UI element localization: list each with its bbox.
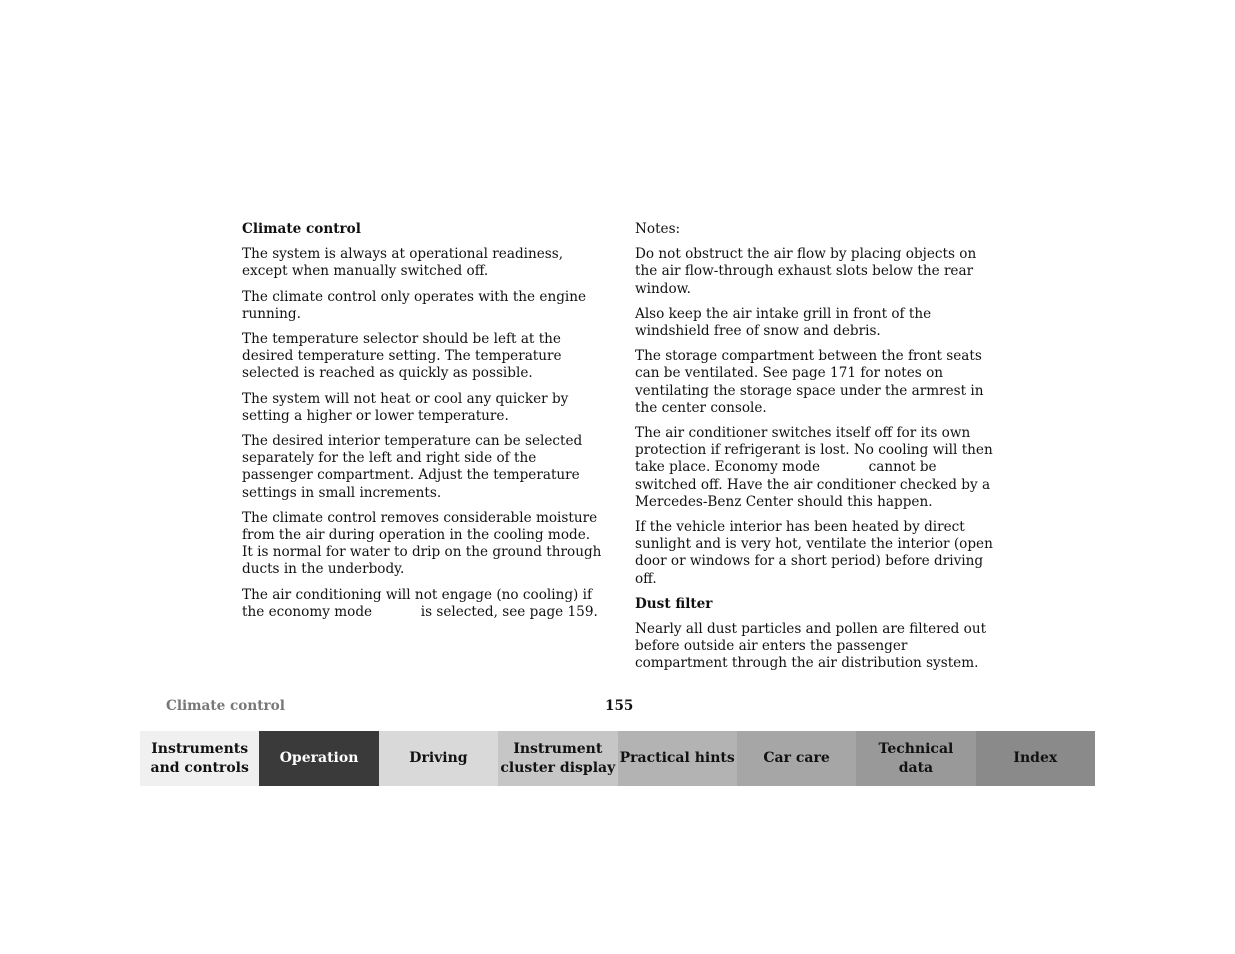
tab-instrument-cluster-display[interactable] bbox=[498, 731, 617, 786]
tab-car-care[interactable] bbox=[737, 731, 856, 786]
tab-label: Practical hints bbox=[619, 750, 735, 766]
paragraph: The system is always at operational readiness, except when manually switched off. bbox=[242, 246, 564, 280]
paragraph-text: The air conditioning will not engage (no cooling) if the economy mode bbox=[242, 586, 593, 620]
paragraph: The climate control only operates with the engine running. bbox=[242, 288, 587, 322]
tab-operation[interactable] bbox=[259, 731, 378, 786]
paragraph: The temperature selector should be left at the desired temperature setting. The temperature selected is reached as quickly as possible. bbox=[242, 331, 562, 382]
paragraph: Do not obstruct the air flow by placing objects on the air flow-through exhaust slots below the rear window. bbox=[635, 246, 977, 297]
paragraph: The climate control removes considerable moisture from the air during operation in the cooling mode. It is normal for water to drip on the ground through ducts in the underbody. bbox=[242, 509, 602, 578]
paragraph: Also keep the air intake grill in front of the windshield free of snow and debris. bbox=[635, 305, 932, 340]
tab-driving[interactable] bbox=[379, 731, 498, 786]
paragraph-text: is selected, see page 159. bbox=[420, 603, 598, 620]
tab-technical-data[interactable] bbox=[856, 731, 975, 786]
tab-label: Car care bbox=[763, 750, 830, 766]
paragraph-ac-protection bbox=[635, 425, 995, 511]
tab-label: Index bbox=[1013, 750, 1058, 766]
tab-practical-hints[interactable] bbox=[618, 731, 737, 786]
chapter-navigation-bar bbox=[140, 731, 1095, 786]
tab-index[interactable] bbox=[976, 731, 1095, 786]
paragraph-text: The air conditioner switches itself off for its own protection if refrigerant is lost. No cooling will then take place. Economy mode bbox=[635, 425, 993, 476]
footer-section-title: Climate control bbox=[166, 698, 285, 714]
tab-label: Driving bbox=[409, 750, 468, 766]
tab-label: Technical data bbox=[878, 740, 954, 776]
paragraph: The storage compartment between the front seats can be ventilated. See page 171 for notes on ventilating the storage space under the armrest in the center console. bbox=[635, 348, 984, 416]
paragraph-text: cannot be switched off. Have the air conditioner checked by a Mercedes-Benz Center should this happen. bbox=[635, 459, 991, 510]
paragraph: Nearly all dust particles and pollen are filtered out before outside air enters the passenger compartment through the air distribution system. bbox=[635, 621, 987, 672]
tab-label: Instruments and controls bbox=[150, 740, 249, 776]
notes-label: Notes: bbox=[635, 221, 681, 237]
tab-label: Instrument cluster display bbox=[500, 740, 616, 776]
tab-instruments-and-controls[interactable] bbox=[140, 731, 259, 786]
section-heading-climate-control: Climate control bbox=[242, 221, 361, 237]
right-column bbox=[635, 221, 995, 681]
section-heading-dust-filter: Dust filter bbox=[635, 595, 713, 612]
paragraph: The system will not heat or cool any quicker by setting a higher or lower temperature. bbox=[242, 390, 569, 424]
paragraph-economy-mode bbox=[242, 587, 602, 621]
page-number: 155 bbox=[605, 698, 634, 714]
tab-label: Operation bbox=[279, 750, 359, 766]
paragraph: If the vehicle interior has been heated by direct sunlight and is very hot, ventilate the interior (open door or windows for a short period) before driving off. bbox=[635, 519, 993, 587]
left-column bbox=[242, 221, 602, 629]
paragraph: The desired interior temperature can be selected separately for the left and right side of the passenger compartment. Adjust the temperature settings in small increments. bbox=[242, 433, 583, 501]
